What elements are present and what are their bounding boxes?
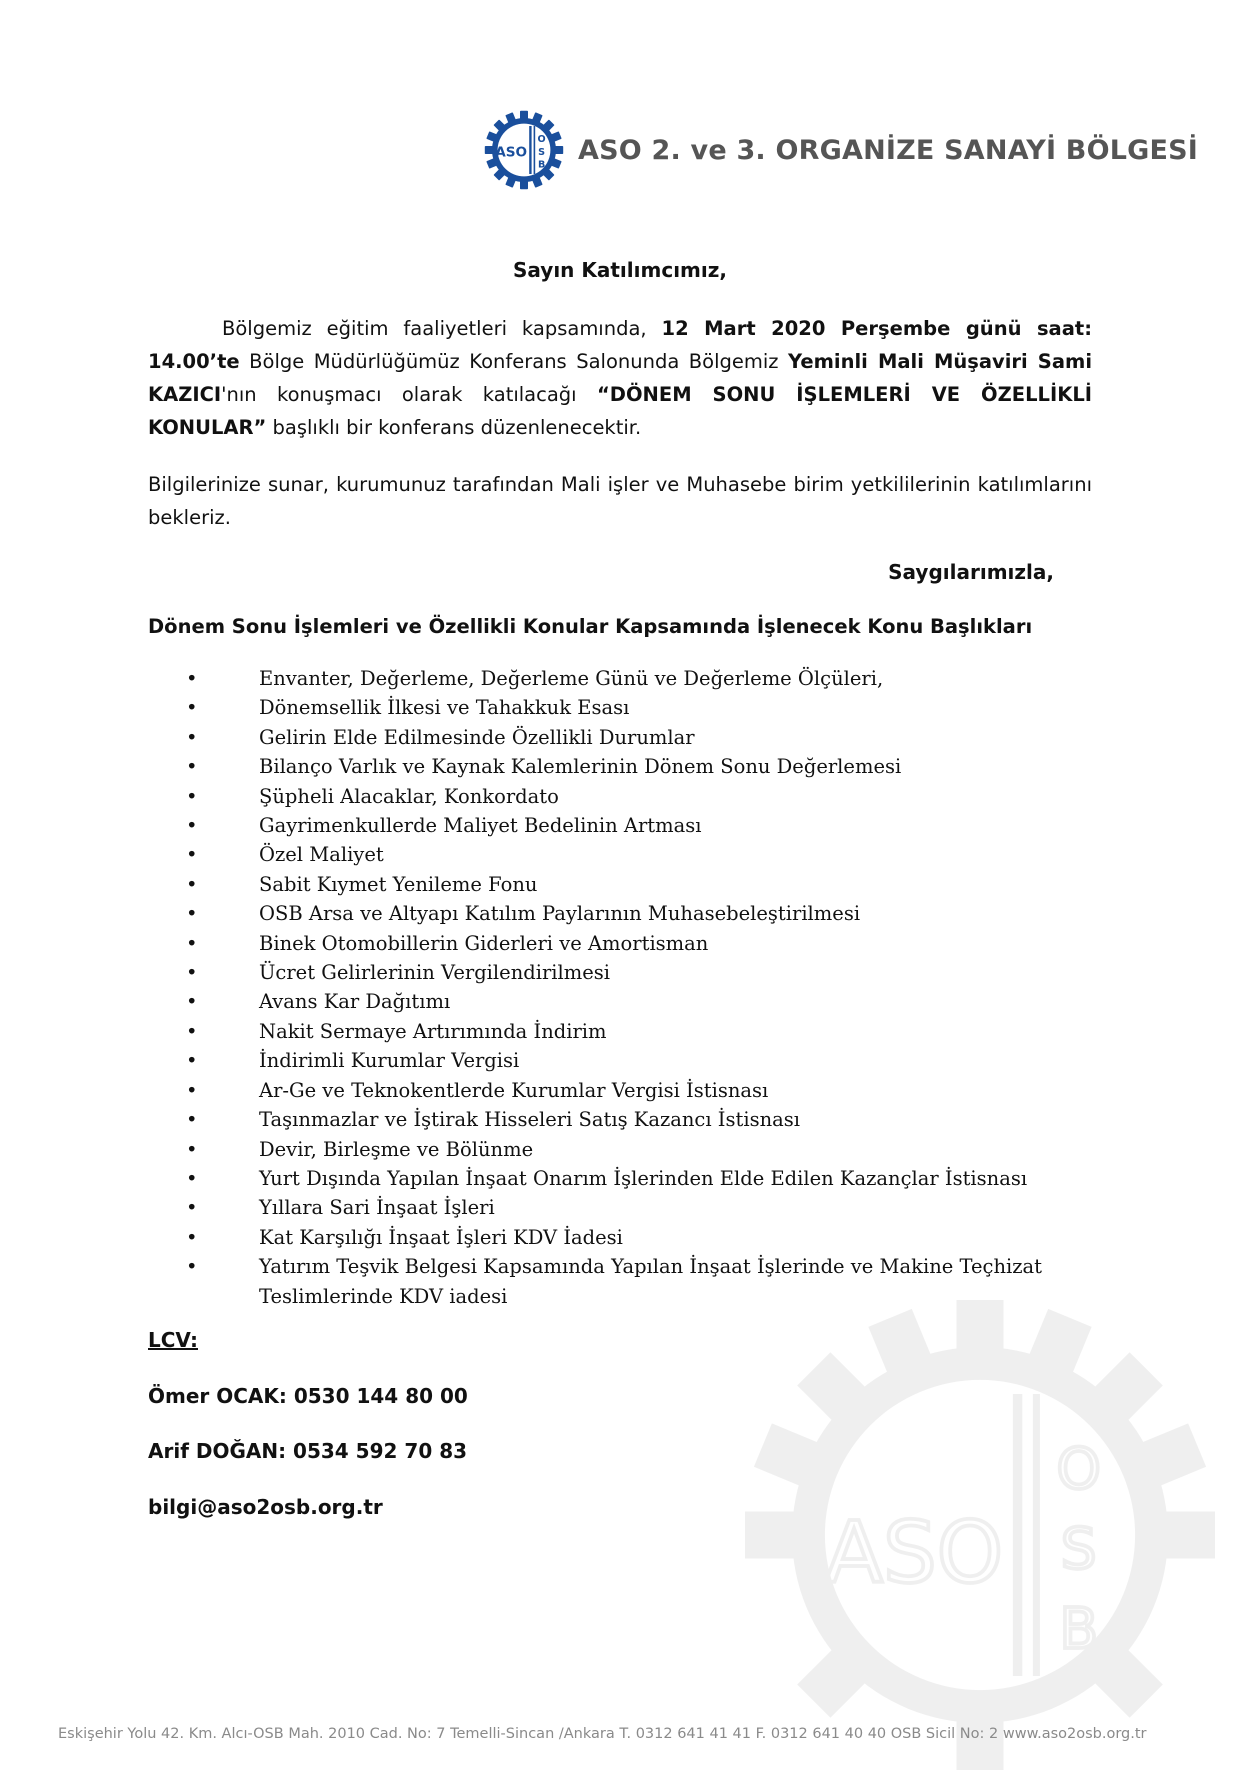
topic-label: Şüpheli Alacaklar, Konkordato bbox=[259, 784, 559, 808]
topic-item bbox=[148, 664, 1092, 693]
watermark-gear-logo bbox=[745, 1300, 1215, 1770]
topic-label: Taşınmazlar ve İştirak Hisseleri Satış Kazancı İstisnası bbox=[259, 1108, 801, 1132]
svg-text:S: S bbox=[538, 146, 546, 158]
svg-text:O: O bbox=[1056, 1437, 1101, 1502]
topic-label: Envanter, Değerleme, Değerleme Günü ve Değerleme Ölçüleri, bbox=[259, 667, 884, 690]
bullet-icon: • bbox=[186, 784, 198, 808]
bullet-icon: • bbox=[186, 1225, 198, 1249]
topic-label: Dönemsellik İlkesi ve Tahakkuk Esası bbox=[259, 696, 630, 720]
header-logo bbox=[484, 110, 1198, 190]
bullet-icon: • bbox=[186, 1196, 198, 1220]
topic-item bbox=[148, 840, 1092, 869]
topic-item bbox=[148, 693, 1092, 722]
para1-text-1: Bölgemiz eğitim faaliyetleri kapsamında, bbox=[222, 317, 662, 340]
bullet-icon: • bbox=[186, 1108, 198, 1132]
lcv-label: LCV: bbox=[148, 1328, 198, 1352]
topic-label: Nakit Sermaye Artırımında İndirim bbox=[259, 1019, 607, 1043]
bullet-icon: • bbox=[186, 990, 198, 1014]
bullet-icon: • bbox=[186, 902, 198, 926]
topic-label: Gelirin Elde Edilmesinde Özellikli Durumlar bbox=[259, 725, 695, 749]
topic-item bbox=[148, 1046, 1092, 1075]
bullet-icon: • bbox=[186, 1019, 198, 1043]
bullet-icon: • bbox=[186, 814, 198, 838]
svg-text:ASO: ASO bbox=[825, 1503, 1004, 1602]
topic-label: Yıllara Sari İnşaat İşleri bbox=[259, 1196, 495, 1220]
bullet-icon: • bbox=[186, 931, 198, 955]
conference-title: “DÖNEM SONU İŞLEMLERİ VE ÖZELLİKLİ KONULAR” bbox=[148, 383, 1092, 439]
topic-item bbox=[148, 1135, 1092, 1164]
topic-item bbox=[148, 1223, 1092, 1252]
topic-item bbox=[148, 870, 1092, 899]
topic-label: Sabit Kıymet Yenileme Fonu bbox=[259, 872, 538, 896]
topic-label: Bilanço Varlık ve Kaynak Kalemlerinin Dönem Sonu Değerlemesi bbox=[259, 755, 902, 779]
topic-label: Ücret Gelirlerinin Vergilendirilmesi bbox=[259, 961, 611, 985]
topic-item bbox=[148, 1017, 1092, 1046]
topic-label: Özel Maliyet bbox=[259, 843, 384, 867]
topic-label: Yurt Dışında Yapılan İnşaat Onarım İşlerinden Elde Edilen Kazançlar İstisnası bbox=[259, 1166, 1028, 1190]
contact-email[interactable]: bilgi@aso2osb.org.tr bbox=[148, 1495, 383, 1519]
bullet-icon: • bbox=[186, 1078, 198, 1102]
topic-item bbox=[148, 782, 1092, 811]
bullet-icon: • bbox=[186, 1049, 198, 1073]
topic-item bbox=[148, 1164, 1092, 1193]
topic-item bbox=[148, 1252, 1092, 1311]
topic-label: OSB Arsa ve Altyapı Katılım Paylarının Muhasebeleştirilmesi bbox=[259, 902, 861, 926]
bullet-icon: • bbox=[186, 696, 198, 720]
topics-list bbox=[148, 664, 1092, 1311]
topic-item bbox=[148, 752, 1092, 781]
topic-label: Binek Otomobillerin Giderleri ve Amortisman bbox=[259, 931, 709, 955]
para1-text-4: başlıklı bir konferans düzenlenecektir. bbox=[266, 416, 642, 439]
bullet-icon: • bbox=[186, 667, 198, 690]
bullet-icon: • bbox=[186, 755, 198, 779]
topic-item bbox=[148, 958, 1092, 987]
footer-address: Eskişehir Yolu 42. Km. Alcı-OSB Mah. 2010 Cad. No: 7 Temelli-Sincan /Ankara T. 0312 641 41 41 F. 0312 641 40 40 OSB Sicil No: 2 www.aso2osb.org.tr bbox=[58, 1726, 1147, 1742]
greeting: Sayın Katılımcımız, bbox=[513, 258, 727, 282]
bullet-icon: • bbox=[186, 725, 198, 749]
aso-osb-gear-icon bbox=[484, 110, 564, 190]
speaker-name: Yeminli Mali Müşaviri Sami KAZICI bbox=[148, 350, 1092, 406]
organization-name: ASO 2. ve 3. ORGANİZE SANAYİ BÖLGESİ bbox=[578, 134, 1199, 166]
event-date: 12 Mart 2020 Perşembe günü saat: 14.00’te bbox=[148, 317, 1092, 373]
topic-item bbox=[148, 1193, 1092, 1222]
para1-text-2: Bölge Müdürlüğümüz Konferans Salonunda Bölgemiz bbox=[239, 350, 789, 373]
topic-label: İndirimli Kurumlar Vergisi bbox=[259, 1049, 520, 1073]
topic-item bbox=[148, 1076, 1092, 1105]
svg-text:O: O bbox=[537, 134, 546, 145]
closing: Saygılarımızla, bbox=[888, 560, 1054, 584]
bullet-icon: • bbox=[186, 872, 198, 896]
topic-label: Yatırım Teşvik Belgesi Kapsamında Yapılan İnşaat İşlerinde ve Makine Teçhizat Teslimlerinde KDV iadesi bbox=[259, 1255, 1042, 1308]
section-title: Dönem Sonu İşlemleri ve Özellikli Konular Kapsamında İşlenecek Konu Başlıkları bbox=[148, 615, 1033, 638]
bullet-icon: • bbox=[186, 1166, 198, 1190]
svg-text:S: S bbox=[1060, 1516, 1097, 1582]
topic-item bbox=[148, 899, 1092, 928]
topic-label: Kat Karşılığı İnşaat İşleri KDV İadesi bbox=[259, 1225, 623, 1249]
topic-item bbox=[148, 987, 1092, 1016]
para1-text-3: 'nın konuşmacı olarak katılacağı bbox=[221, 383, 597, 406]
topic-label: Avans Kar Dağıtımı bbox=[259, 990, 451, 1014]
bullet-icon: • bbox=[186, 1255, 198, 1279]
bullet-icon: • bbox=[186, 1137, 198, 1161]
topic-item bbox=[148, 929, 1092, 958]
topic-item bbox=[148, 811, 1092, 840]
topic-label: Devir, Birleşme ve Bölünme bbox=[259, 1137, 534, 1161]
svg-text:B: B bbox=[537, 159, 546, 171]
request-paragraph: Bilgilerinize sunar, kurumunuz tarafından Mali işler ve Muhasebe birim yetkililerinin katılımlarını bekleriz. bbox=[148, 473, 1092, 529]
topic-label: Ar-Ge ve Teknokentlerde Kurumlar Vergisi İstisnası bbox=[259, 1078, 769, 1102]
bullet-icon: • bbox=[186, 843, 198, 867]
topic-item bbox=[148, 723, 1092, 752]
bullet-icon: • bbox=[186, 961, 198, 985]
svg-text:ASO: ASO bbox=[495, 144, 528, 161]
contact-omer-ocak: Ömer OCAK: 0530 144 80 00 bbox=[148, 1384, 468, 1408]
contact-arif-dogan: Arif DOĞAN: 0534 592 70 83 bbox=[148, 1439, 468, 1463]
topic-label: Gayrimenkullerde Maliyet Bedelinin Artması bbox=[259, 814, 702, 838]
invitation-paragraph bbox=[148, 312, 1092, 444]
topic-item bbox=[148, 1105, 1092, 1134]
svg-text:B: B bbox=[1059, 1596, 1099, 1662]
